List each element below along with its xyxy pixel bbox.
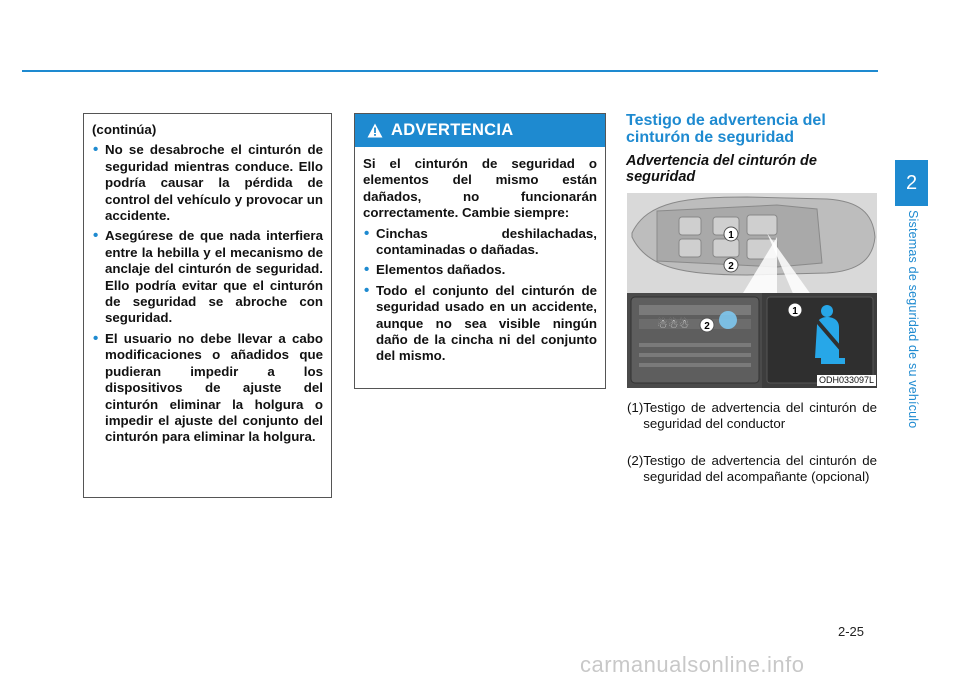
caption-text: Testigo de advertencia del cinturón de seguridad del acompañante (opcional) [643, 453, 877, 484]
list-item: • Elementos dañados. [363, 262, 597, 278]
callout-2: 2 [728, 261, 734, 272]
watermark: carmanualsonline.info [580, 652, 805, 677]
caption-number: (2) [627, 453, 644, 468]
warning-box [354, 113, 606, 389]
list-item: • Asegúrese de que nada interfiera entre la hebilla y el mecanismo de anclaje del cinturón de seguridad. Ello podría evitar que el cinturón de seguridad se abroche con seguridad. [92, 228, 323, 326]
top-rule [22, 70, 878, 72]
continued-heading: (continúa) [92, 122, 157, 137]
warning-title: ADVERTENCIA [391, 121, 514, 139]
warning-header [355, 114, 605, 147]
page-number: 2-25 [838, 624, 865, 639]
section-subtitle: Advertencia del cinturón de seguridad [626, 153, 817, 185]
caption-2 [627, 453, 877, 484]
seatbelt-warning-figure [627, 193, 877, 388]
chapter-title-vertical [902, 210, 922, 450]
figure-code: ODH033097L [818, 375, 874, 385]
callout-1: 1 [728, 230, 734, 241]
svg-text:☃☃☃: ☃☃☃ [657, 317, 690, 331]
list-item: • Cinchas deshilachadas, contaminadas o dañadas. [363, 226, 597, 259]
car-illustration [627, 193, 877, 388]
list-item: • El usuario no debe llevar a cabo modificaciones o añadidos que pudieran impedir a los dispositivos de ajuste del cinturón eliminar la holgura o impedir el ajuste del conjunto del cinturón para eliminar la holgura. [92, 331, 323, 446]
chapter-title: Sistemas de seguridad de su vehículo [906, 210, 920, 429]
list-item: • Todo el conjunto del cinturón de seguridad usado en un accidente, aunque no sea visible ningún daño de la cincha ni del conjunto del mismo. [363, 283, 597, 365]
warning-triangle-icon [367, 123, 383, 138]
continued-warning-box [83, 113, 332, 498]
list-item: • No se desabroche el cinturón de seguridad mientras conduce. Ello podría causar la pérdida de control del vehículo y provocar un accidente. [92, 142, 323, 224]
chapter-tab: 2 [895, 160, 928, 206]
svg-text:1: 1 [792, 306, 798, 317]
caption-number: (1) [627, 400, 644, 415]
warning-intro: Si el cinturón de seguridad o elementos del mismo están dañados, no funcionarán correctamente. Cambie siempre: [363, 156, 597, 221]
caption-text: Testigo de advertencia del cinturón de seguridad del conductor [643, 400, 877, 431]
svg-text:2: 2 [704, 321, 710, 332]
caption-1 [627, 400, 877, 431]
section-title: Testigo de advertencia del cinturón de seguridad [626, 112, 826, 146]
